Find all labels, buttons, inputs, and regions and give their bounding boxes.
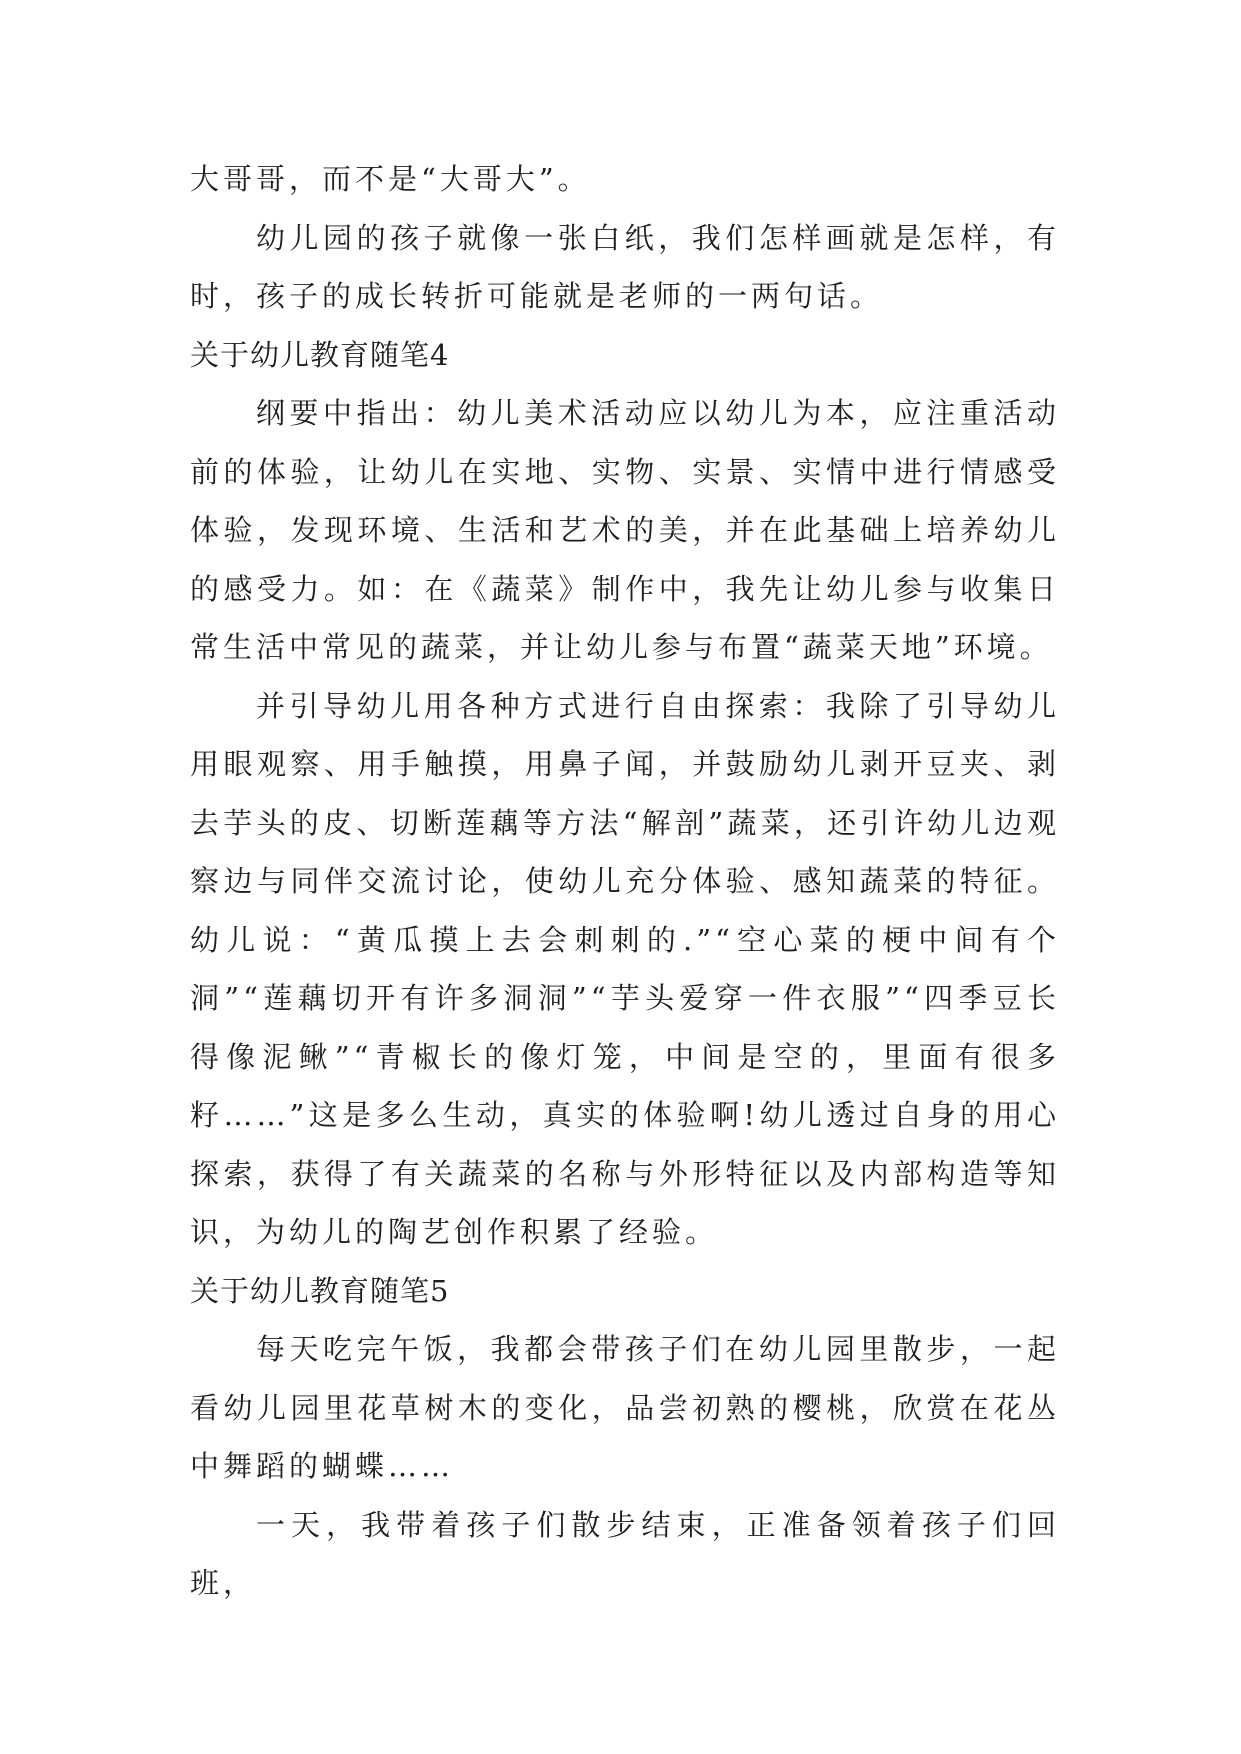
section-heading-5: 关于幼儿教育随笔5 <box>190 1273 450 1308</box>
section-4-paragraph: 纲要中指出：幼儿美术活动应以幼儿为本，应注重活动前的体验，让幼儿在实地、实物、实景、实情中进行情感受体验，发现环境、生活和艺术的美，并在此基础上培养幼儿的感受力。如：在《蔬菜》制作中，我先让幼儿参与收集日常生活中常见的蔬菜，并让幼儿参与布置“蔬菜天地”环境。 <box>190 396 1060 664</box>
paragraph-kindergarten-white-paper: 幼儿园的孩子就像一张白纸，我们怎样画就是怎样，有时，孩子的成长转折可能就是老师的一两句话。 <box>190 220 1060 313</box>
document-body <box>190 150 1060 1613</box>
paragraph-continuation: 大哥哥，而不是“大哥大”。 <box>190 162 591 196</box>
section-4-paragraph: 并引导幼儿用各种方式进行自由探索：我除了引导幼儿用眼观察、用手触摸，用鼻子闻，并鼓励幼儿剥开豆夹、剥去芋头的皮、切断莲藕等方法“解剖”蔬菜，还引许幼儿边观察边与同伴交流讨论，使幼儿充分体验、感知蔬菜的特征。幼儿说：“黄瓜摸上去会刺刺的.”“空心菜的梗中间有个洞”“莲藕切开有许多洞洞”“芋头爱穿一件衣服”“四季豆长得像泥鳅”“青椒长的像灯笼，中间是空的，里面有很多籽……”这是多么生动，真实的体验啊!幼儿透过自身的用心探索，获得了有关蔬菜的名称与外形特征以及内部构造等知识，为幼儿的陶艺创作积累了经验。 <box>190 688 1060 1249</box>
section-5-paragraph: 一天，我带着孩子们散步结束，正准备领着孩子们回班， <box>190 1507 1060 1600</box>
section-5-paragraph: 每天吃完午饭，我都会带孩子们在幼儿园里散步，一起看幼儿园里花草树木的变化，品尝初熟的樱桃，欣赏在花丛中舞蹈的蝴蝶…… <box>190 1332 1060 1483</box>
section-heading-4: 关于幼儿教育随笔4 <box>190 337 450 372</box>
